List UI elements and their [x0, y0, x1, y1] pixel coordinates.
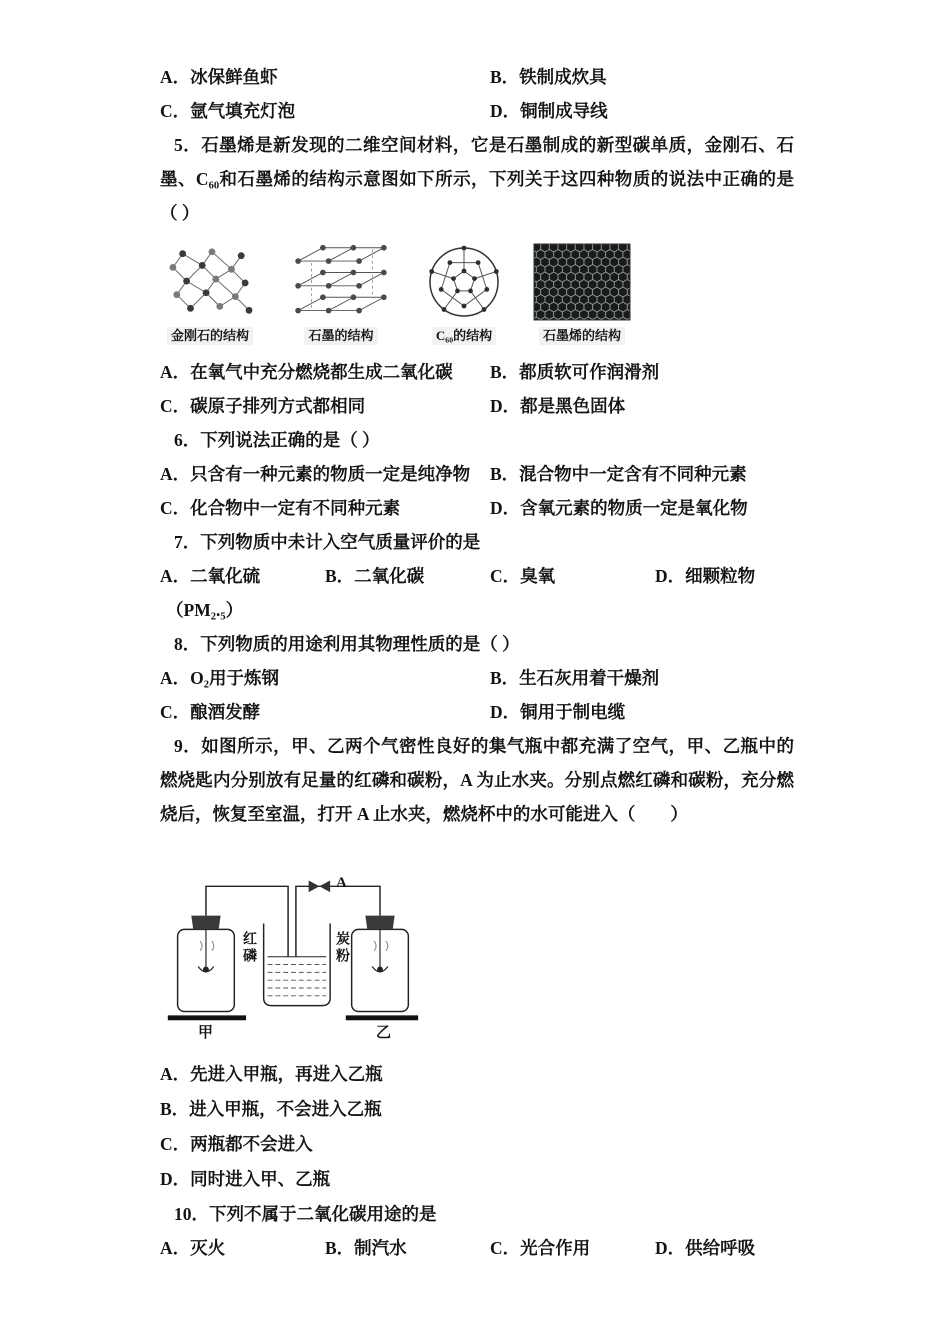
q10-stem	[160, 1197, 794, 1231]
q7-option-d-continuation: （PM₂.₅）	[166, 600, 244, 620]
c60-structure-image	[422, 242, 506, 322]
question-5-options	[160, 355, 794, 423]
question-7-options	[160, 559, 794, 593]
figure-caption-c60: C₆₀的结构	[432, 327, 496, 345]
q6-option-c: C．化合物中一定有不同种元素	[160, 498, 401, 518]
q5-stem: 5．石墨烯是新发现的二维空间材料，它是石墨制成的新型碳单质，金刚石、石墨、C₆₀和石墨烯的结构示意图如下所示，下列关于这四种物质的说法中正确的是（ ）	[160, 135, 794, 223]
q10-option-b: B．制汽水	[325, 1238, 407, 1258]
q5-option-b: B．都质软可作润滑剂	[490, 362, 660, 382]
figure-caption-graphite: 石墨的结构	[304, 327, 377, 345]
figure-caption-diamond: 金刚石的结构	[167, 327, 253, 345]
question-5	[160, 128, 794, 423]
q10-stem-emphasis: 不属于	[244, 1204, 297, 1224]
q5-option-a: A．在氧气中充分燃烧都生成二氧化碳	[160, 362, 453, 382]
bottle-jia-label: 甲	[198, 1025, 214, 1041]
question-6	[160, 423, 794, 525]
figure-graphene	[532, 242, 632, 345]
q5-structure-figures	[160, 242, 794, 345]
stand-bars	[168, 1015, 418, 1020]
q10-stem-suffix: 二氧化碳用途的是	[296, 1204, 437, 1224]
q9-option-b: B．进入甲瓶，不会进入乙瓶	[160, 1099, 382, 1119]
q5-option-d: D．都是黑色固体	[490, 396, 626, 416]
beaker	[264, 923, 330, 1005]
q4-option-b: B．铁制成炊具	[490, 67, 607, 87]
q8-option-a: A．O₂用于炼钢	[160, 668, 279, 688]
figure-diamond	[160, 242, 260, 345]
graphite-structure-image	[286, 242, 396, 322]
q8-option-d: D．铜用于制电缆	[490, 702, 626, 722]
q9-option-d: D．同时进入甲、乙瓶	[160, 1169, 331, 1189]
diamond-structure-image	[160, 242, 260, 322]
question-6-options	[160, 457, 794, 525]
question-9	[160, 729, 794, 1197]
figure-caption-graphene: 石墨烯的结构	[539, 327, 625, 345]
q7-option-b: B．二氧化碳	[325, 566, 425, 586]
question-4-options	[160, 60, 794, 128]
q6-stem: 6．下列说法正确的是（ ）	[174, 430, 380, 450]
question-7	[160, 525, 794, 627]
q9-option-a: A．先进入甲瓶，再进入乙瓶	[160, 1064, 383, 1084]
question-8-options	[160, 661, 794, 729]
q7-option-a: A．二氧化硫	[160, 566, 261, 586]
question-8	[160, 627, 794, 729]
gas-bottle-left	[178, 916, 235, 1012]
q10-option-d: D．供给呼吸	[655, 1238, 756, 1258]
question-10-options	[160, 1231, 794, 1265]
q4-option-d: D．铜制成导线	[490, 101, 608, 121]
red-phosphorus-label: 红磷	[241, 931, 256, 965]
q8-option-b: B．生石灰用着干燥剂	[490, 668, 660, 688]
gas-bottle-right	[352, 916, 409, 1012]
connecting-tubes	[206, 886, 380, 956]
experiment-apparatus-image	[160, 841, 424, 1047]
valve-a-label: A	[336, 875, 347, 891]
question-10	[160, 1197, 794, 1265]
q9-stem: 9．如图所示，甲、乙两个气密性良好的集气瓶中都充满了空气，甲、乙瓶中的燃烧匙内分别放有足量的红磷和碳粉，A 为止水夹。分别点燃红磷和碳粉，充分燃烧后，恢复至室温，打开 A 止水夹，燃烧杯中的水可能进入（ ）	[160, 736, 794, 824]
q10-option-a: A．灭火	[160, 1238, 226, 1258]
q4-option-c: C．氩气填充灯泡	[160, 101, 296, 121]
figure-c60	[422, 242, 506, 345]
q7-stem: 7．下列物质中未计入空气质量评价的是	[174, 532, 481, 552]
q4-option-a: A．冰保鲜鱼虾	[160, 67, 278, 87]
q9-apparatus-diagram	[160, 841, 424, 1049]
graphene-structure-image	[532, 242, 632, 322]
q7-option-d: D．细颗粒物	[655, 566, 756, 586]
q10-stem-prefix: 10．下列	[174, 1204, 244, 1224]
q8-option-c: C．酿酒发酵	[160, 702, 261, 722]
q5-option-c: C．碳原子排列方式都相同	[160, 396, 366, 416]
figure-graphite	[286, 242, 396, 345]
q8-stem: 8．下列物质的用途利用其物理性质的是（ ）	[174, 634, 520, 654]
q6-option-d: D．含氧元素的物质一定是氧化物	[490, 498, 748, 518]
bottle-yi-label: 乙	[376, 1025, 392, 1041]
q6-option-a: A．只含有一种元素的物质一定是纯净物	[160, 464, 471, 484]
carbon-powder-label: 炭粉	[334, 931, 349, 965]
q7-option-c: C．臭氧	[490, 566, 556, 586]
q6-option-b: B．混合物中一定含有不同种元素	[490, 464, 747, 484]
q10-option-c: C．光合作用	[490, 1238, 591, 1258]
q9-option-c: C．两瓶都不会进入	[160, 1134, 313, 1154]
